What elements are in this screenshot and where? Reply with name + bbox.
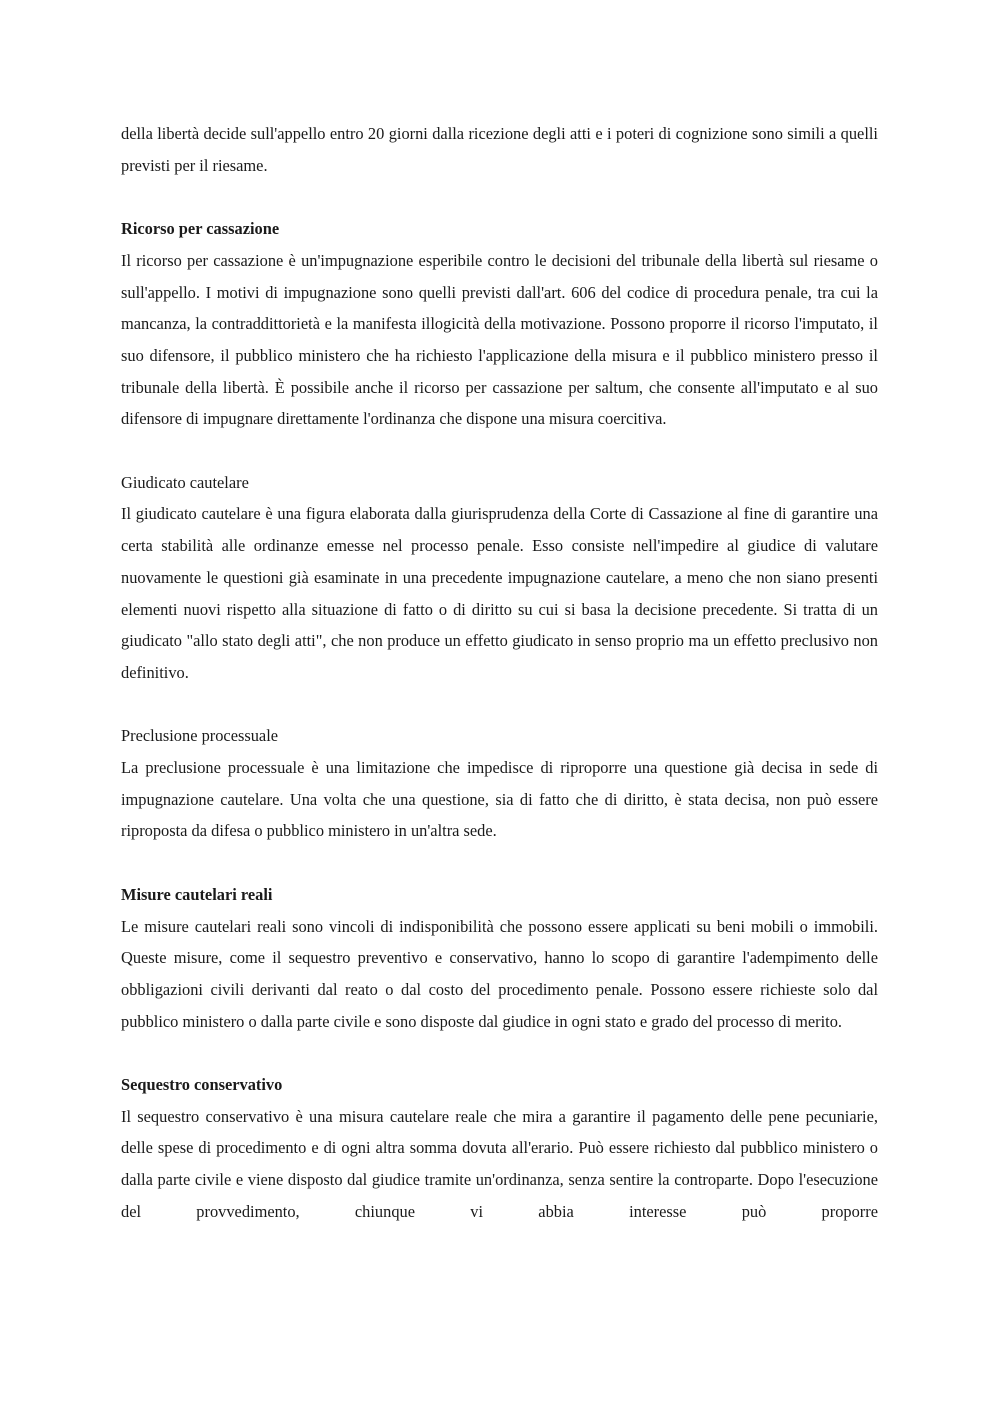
paragraph-spacer [121, 1037, 878, 1069]
document-body [121, 118, 878, 1228]
section-heading-misure-cautelari-reali: Misure cautelari reali [121, 884, 273, 904]
section-body-giudicato-cautelare: Il giudicato cautelare è una figura elaborata dalla giurisprudenza della Corte di Cassazione al fine di garantire una certa stabilità alle ordinanze emesse nel processo penale. Esso consiste nell'impedire al giudice di valutare nuovamente le questioni già esaminate in una precedente impugnazione cautelare, a meno che non siano presenti elementi nuovi rispetto alla situazione di fatto o di diritto su cui si basa la decisione precedente. Si tratta di un giudicato "allo stato degli atti", che non produce un effetto giudicato in senso proprio ma un effetto preclusivo non definitivo. [121, 504, 878, 682]
section-body-misure-cautelari-reali: Le misure cautelari reali sono vincoli di indisponibilità che possono essere applicati su beni mobili o immobili. Queste misure, come il sequestro preventivo e conservativo, hanno lo scopo di garantire l'adempimento delle obbligazioni civili derivanti dal reato o dal costo del procedimento penale. Possono essere richieste solo dal pubblico ministero o dalla parte civile e sono disposte dal giudice in ogni stato e grado del processo di merito. [121, 916, 878, 1031]
section-body-ricorso-per-cassazione: Il ricorso per cassazione è un'impugnazione esperibile contro le decisioni del tribunale della libertà sul riesame o sull'appello. I motivi di impugnazione sono quelli previsti dall'art. 606 del codice di procedura penale, tra cui la mancanza, la contraddittorietà e la manifesta illogicità della motivazione. Possono proporre il ricorso l'imputato, il suo difensore, il pubblico ministero che ha richiesto l'applicazione della misura e il pubblico ministero presso il tribunale della libertà. È possibile anche il ricorso per cassazione per saltum, che consente all'imputato e al suo difensore di impugnare direttamente l'ordinanza che dispone una misura coercitiva. [121, 250, 878, 429]
paragraph-spacer [121, 181, 878, 213]
section-body-sequestro-conservativo: Il sequestro conservativo è una misura cautelare reale che mira a garantire il pagamento delle pene pecuniarie, delle spese di procedimento e di ogni altra somma dovuta all'erario. Può essere richiesto dal pubblico ministero o dalla parte civile e viene disposto dal giudice tramite un'ordinanza, senza sentire la controparte. Dopo l'esecuzione del provvedimento, chiunque vi abbia interesse può proporre [121, 1106, 878, 1221]
section-body-preclusione-processuale: La preclusione processuale è una limitazione che impedisce di riproporre una questione già decisa in sede di impugnazione cautelare. Una volta che una questione, sia di fatto che di diritto, è stata decisa, non può essere riproposta da difesa o pubblico ministero in un'altra sede. [121, 758, 878, 841]
paragraph-spacer [121, 435, 878, 467]
paragraph-spacer [121, 847, 878, 879]
paragraph-spacer [121, 689, 878, 721]
section-heading-giudicato-cautelare: Giudicato cautelare [121, 472, 249, 492]
intro-paragraph: della libertà decide sull'appello entro 20 giorni dalla ricezione degli atti e i poteri di cognizione sono simili a quelli previsti per il riesame. [121, 124, 878, 175]
section-heading-sequestro-conservativo: Sequestro conservativo [121, 1075, 283, 1095]
section-heading-preclusione-processuale: Preclusione processuale [121, 726, 279, 746]
section-heading-ricorso-per-cassazione: Ricorso per cassazione [121, 219, 280, 239]
